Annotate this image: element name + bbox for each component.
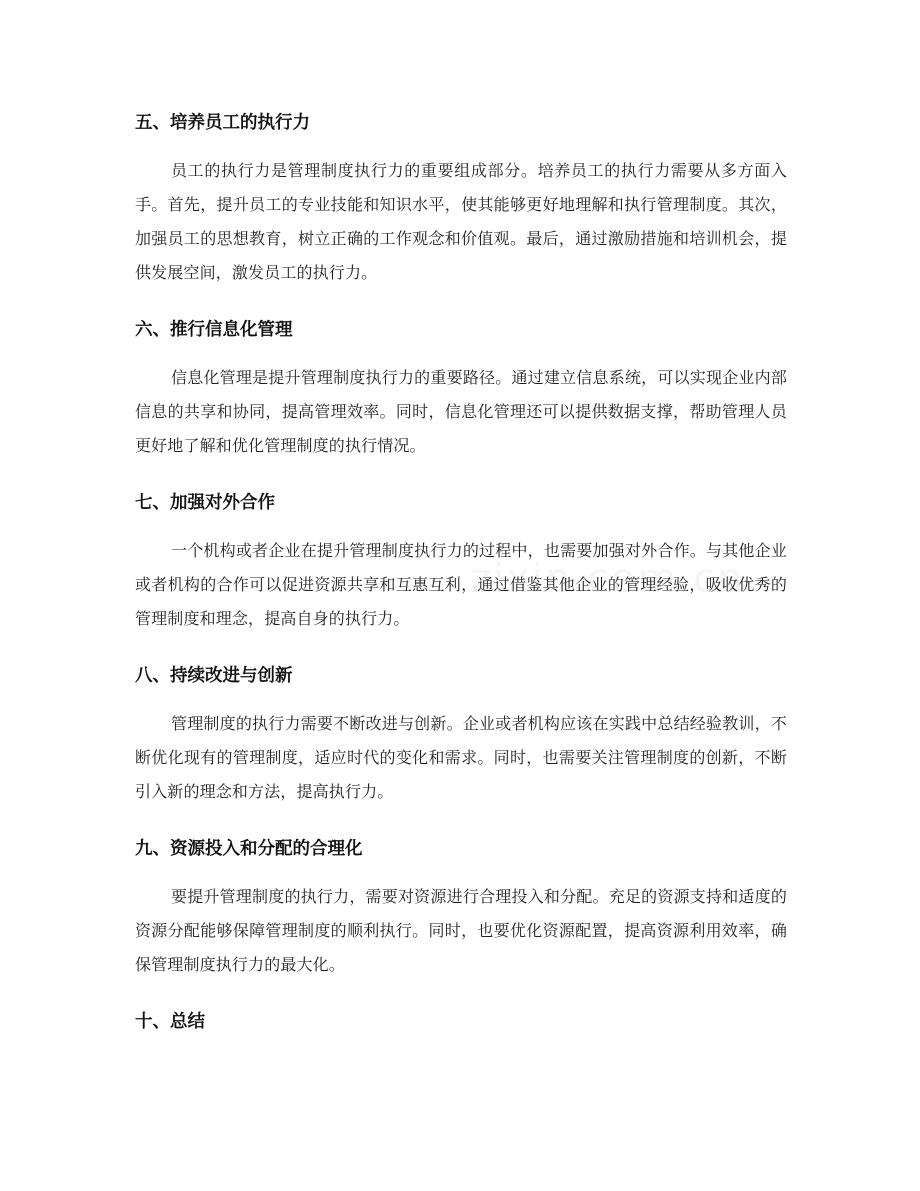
section-heading: 九、资源投入和分配的合理化 [135, 839, 363, 859]
section-paragraph: 一个机构或者企业在提升管理制度执行力的过程中，也需要加强对外合作。与其他企业或者机构的合作可以促进资源共享和互惠互利，通过借鉴其他企业的管理经验，吸收优秀的管理制度和理念，提高自身的执行力。 [135, 541, 787, 628]
section-heading: 五、培养员工的执行力 [135, 113, 310, 133]
section-8 [135, 659, 787, 809]
section-6 [135, 313, 787, 463]
section-heading: 六、推行信息化管理 [135, 320, 293, 340]
section-paragraph: 员工的执行力是管理制度执行力的重要组成部分。培养员工的执行力需要从多方面入手。首先，提升员工的专业技能和知识水平，使其能够更好地理解和执行管理制度。其次，加强员工的思想教育，树立正确的工作观念和价值观。最后，通过激励措施和培训机会，提供发展空间，激发员工的执行力。 [135, 161, 787, 282]
section-paragraph: 信息化管理是提升管理制度执行力的重要路径。通过建立信息系统，可以实现企业内部信息的共享和协同，提高管理效率。同时，信息化管理还可以提供数据支撑，帮助管理人员更好地了解和优化管理制度的执行情况。 [135, 368, 787, 455]
section-heading: 八、持续改进与创新 [135, 666, 293, 686]
document-body [135, 106, 787, 1053]
section-5 [135, 106, 787, 290]
section-paragraph: 要提升管理制度的执行力，需要对资源进行合理投入和分配。充足的资源支持和适度的资源分配能够保障管理制度的顺利执行。同时，也要优化资源配置，提高资源利用效率，确保管理制度执行力的最大化。 [135, 887, 787, 974]
section-9 [135, 832, 787, 982]
section-7 [135, 486, 787, 636]
section-paragraph: 管理制度的执行力需要不断改进与创新。企业或者机构应该在实践中总结经验教训，不断优化现有的管理制度，适应时代的变化和需求。同时，也需要关注管理制度的创新，不断引入新的理念和方法，提高执行力。 [135, 714, 787, 801]
section-heading: 七、加强对外合作 [135, 493, 275, 513]
section-10 [135, 1005, 787, 1039]
section-heading: 十、总结 [135, 1012, 205, 1032]
